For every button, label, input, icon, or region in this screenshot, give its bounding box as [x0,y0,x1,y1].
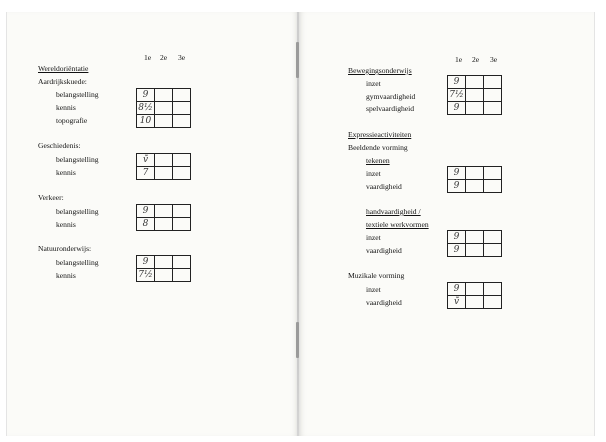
row-label: topografie [56,116,88,125]
row-label: kennis [56,271,76,280]
grade-cell: 9 [448,180,466,193]
grade-cell [155,154,173,167]
grade-cell [484,167,502,180]
grade-cell: 9 [137,89,155,102]
grade-grid-crafts [447,230,502,257]
grade-cell: 9 [448,167,466,180]
column-header-2e: 2e [472,55,480,64]
row-label: gymvaardigheid [366,92,416,101]
grade-cell [173,167,191,180]
grade-cell [466,231,484,244]
grade-cell [466,102,484,115]
grade-cell: 9 [137,205,155,218]
subsection-visual-arts: Beeldende vorming [348,143,408,152]
grade-cell: 9 [448,102,466,115]
grade-cell [155,102,173,115]
grade-cell [484,296,502,309]
row-label: belangstelling [56,155,99,164]
grade-cell [155,89,173,102]
grade-grid-nature [136,255,191,282]
grade-cell [466,180,484,193]
column-header-1e: 1e [144,53,152,62]
column-header-3e: 3e [178,53,186,62]
subsection-crafts-line1: handvaardigheid / [366,207,421,216]
subject-traffic: Verkeer: [38,193,64,202]
row-label: kennis [56,168,76,177]
column-header-1e: 1e [455,55,463,64]
grade-cell [173,218,191,231]
row-label: spelvaardigheid [366,104,415,113]
row-label: belangstelling [56,207,99,216]
grade-cell [484,76,502,89]
grade-cell: 8 [137,218,155,231]
grade-grid-geography [136,88,191,128]
grade-cell: ṽ [137,154,155,167]
staple-icon [296,42,299,78]
grade-cell [173,102,191,115]
grade-cell: 7½ [448,89,466,102]
section-title-physical-education: Bewegingsonderwijs [348,66,412,75]
grade-cell [173,115,191,128]
row-label: inzet [366,285,381,294]
grade-cell [155,205,173,218]
grade-cell: 9 [448,231,466,244]
grade-grid-traffic [136,204,191,231]
section-title-world-orientation: Wereldoriëntatie [38,64,89,73]
subject-geography: Aardrijkskuede: [38,77,87,86]
grade-cell [484,283,502,296]
grade-cell [484,89,502,102]
grade-cell [466,76,484,89]
grade-cell: 7½ [137,269,155,282]
grade-cell [466,167,484,180]
grade-cell [466,244,484,257]
grade-cell [466,283,484,296]
row-label: inzet [366,169,381,178]
subject-history: Geschiedenis: [38,141,81,150]
grade-cell [173,154,191,167]
section-title-expression: Expressieactiviteiten [348,130,412,139]
grade-cell: 7 [137,167,155,180]
grade-cell [155,167,173,180]
row-label: vaardigheid [366,298,402,307]
grade-cell: 9 [137,256,155,269]
column-header-3e: 3e [490,55,498,64]
grade-cell: ṽ [448,296,466,309]
grade-cell: 8½ [137,102,155,115]
subsection-drawing: tekenen [366,156,390,165]
staple-icon [296,322,299,358]
grade-cell [173,269,191,282]
row-label: inzet [366,233,381,242]
grade-cell [173,205,191,218]
subsection-music: Muzikale vorming [348,271,405,280]
row-label: kennis [56,220,76,229]
grade-cell [466,89,484,102]
row-label: vaardigheid [366,182,402,191]
grade-cell [484,180,502,193]
row-label: belangstelling [56,258,99,267]
grade-cell [155,269,173,282]
grade-cell [155,256,173,269]
grade-cell [155,218,173,231]
subject-nature-education: Natuuronderwijs: [38,244,92,253]
grade-cell [173,89,191,102]
grade-grid-music [447,282,502,309]
subsection-crafts-line2: textiele werkvormen [366,220,429,229]
row-label: belangstelling [56,90,99,99]
grade-cell: 9 [448,76,466,89]
column-header-2e: 2e [160,53,168,62]
grade-grid-drawing [447,166,502,193]
grade-grid-history [136,153,191,180]
row-label: vaardigheid [366,246,402,255]
grade-cell [484,244,502,257]
grade-cell [155,115,173,128]
grade-cell [466,296,484,309]
grade-grid-physical-education [447,75,502,115]
grade-cell [484,231,502,244]
grade-cell: 9 [448,244,466,257]
row-label: kennis [56,103,76,112]
grade-cell: 9 [448,283,466,296]
grade-cell [484,102,502,115]
grade-cell [173,256,191,269]
row-label: inzet [366,79,381,88]
grade-cell: 10 [137,115,155,128]
